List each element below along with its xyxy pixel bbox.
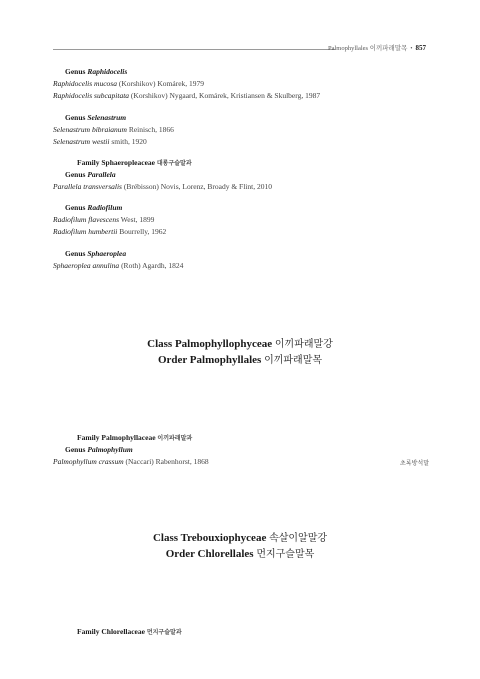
class-heading-palmophyllophyceae: Class Palmophyllophyceae 이끼파래말강 [147,338,333,350]
species-entry: Selenastrum westii smith, 1920 [53,137,147,146]
header-rule [53,49,335,50]
order-heading-chlorellales: Order Chlorellales 먼지구슬말목 [165,548,315,560]
korean-common-name: 초록방석말 [400,460,429,467]
genus-palmophyllum: Genus Palmophyllum [65,445,133,454]
genus-selenastrum: Genus Selenastrum [65,113,127,122]
species-entry: Radiofilum flavescens West, 1899 [53,215,155,224]
family-palmophyllaceae: Family Palmophyllaceae 이끼파래말과 [77,433,193,442]
genus-raphidocelis: Genus Raphidocelis [65,67,128,76]
genus-sphaeroplea: Genus Sphaeroplea [65,249,127,258]
class-heading-trebouxiophyceae: Class Trebouxiophyceae 속살이알말강 [152,532,328,544]
running-header [328,43,426,52]
species-entry: Radiofilum humbertii Bourrelly, 1962 [53,227,167,236]
running-title: Palmophyllales 이끼파래말목 [328,45,408,52]
species-entry: Palmophyllum crassum (Naccari) Rabenhorst, 1868 [53,457,209,466]
species-entry: Sphaeroplea annulina (Roth) Agardh, 1824 [53,261,184,270]
header-bullet: • [410,46,413,52]
species-entry: Raphidocelis mucosa (Korshikov) Komárek, 1979 [53,79,205,88]
species-entry: Selenastrum bibraianum Reinisch, 1866 [53,125,174,134]
family-chlorellaceae: Family Chlorellaceae 먼지구슬말과 [77,627,182,636]
family-sphaeropleaceae: Family Sphaeropleaceae 대롱구슬말과 [77,158,192,167]
genus-parallela: Genus Parallela [65,170,116,179]
genus-radiofilum: Genus Radiofilum [65,203,123,212]
species-entry: Raphidocelis subcapitata (Korshikov) Nygaard, Komárek, Kristiansen & Skulberg, 1987 [53,91,321,100]
order-heading-palmophyllales: Order Palmophyllales 이끼파래말목 [157,354,323,366]
page-number: 857 [415,44,426,52]
species-entry: Parallela transversalis (Brébisson) Novis, Lorenz, Broady & Flint, 2010 [53,182,272,191]
